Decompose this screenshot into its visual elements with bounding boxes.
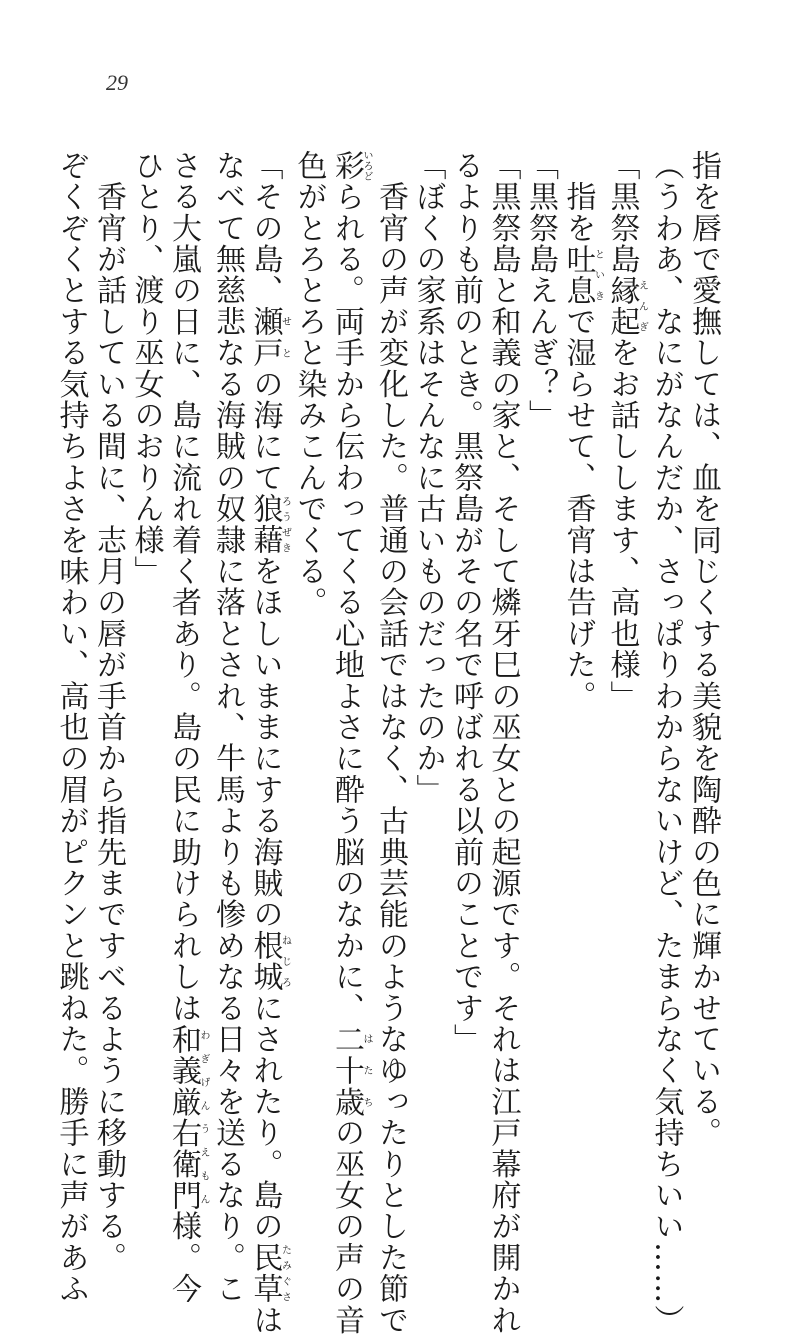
text-segment: 「黒祭島: [604, 150, 640, 275]
ruby-reading: といき: [592, 243, 604, 306]
text-segment: 「黒祭島と和義の家と、そして燐牙巳の巫女との起源です。それは江戸幕府が開かれ: [485, 150, 521, 1336]
ruby-reading: せと: [279, 306, 291, 369]
text-segment: なべて無慈悲なる海賊の奴隷に落とされ、牛馬よりも惨めなる日々を送るなり。こ: [210, 150, 245, 1305]
text-line: [165, 150, 209, 1305]
text-line: [559, 150, 603, 1110]
text-line: [484, 150, 522, 1336]
text-segment: 香宵の声が変化した。普通の会話ではなく、古典芸能のようなゆったりとした節で: [373, 150, 408, 1336]
ruby-reading: たみぐさ: [279, 1242, 291, 1305]
text-segment: をほしいままにする海賊の: [247, 555, 283, 931]
text-segment: の巫女の声の音: [329, 1117, 364, 1336]
ruby-annotation: 吐息といき: [560, 243, 604, 307]
text-line: [685, 150, 723, 1149]
text-segment: 色がとろとろと染みこんでくる。: [291, 150, 327, 618]
ruby-annotation: 彩いろど: [329, 150, 372, 182]
text-segment: るよりも前のとき。黒祭島がその名で呼ばれる以前のことです」: [448, 150, 483, 1055]
text-segment: ぞくぞくとする気持ちよさを味わい、高也の眉がピクンと跳ねた。勝手に声があふ: [53, 150, 89, 1305]
text-segment: 指を唇で愛撫しては、血を同じくする美貌を陶酔の色に輝かせている。: [686, 150, 721, 1149]
ruby-annotation: 二十歳はたち: [329, 1023, 372, 1118]
text-segment: （うわあ、なにがなんだか、さっぱりわからないけど、たまらなく気持ちいい……）: [648, 150, 684, 1336]
ruby-reading: えんぎ: [636, 274, 648, 338]
ruby-annotation: 根城ねじろ: [247, 930, 291, 993]
text-segment: ひとり、渡り巫女のおりん様」: [128, 150, 164, 587]
text-line: [90, 150, 128, 1274]
ruby-annotation: 民草たみぐさ: [247, 1242, 291, 1305]
text-line: [127, 150, 165, 1110]
text-line: [372, 150, 410, 1336]
ruby-reading: ねじろ: [279, 930, 291, 993]
text-segment: さる大嵐の日に、島に流れ着く者あり。島の民に助けられしは: [166, 150, 201, 1024]
text-line: [522, 150, 560, 1110]
text-line: [328, 150, 372, 1336]
text-segment: 「ぼくの家系はそんなに古いものだったのか」: [410, 150, 446, 806]
text-segment: 様。今: [166, 1210, 201, 1305]
text-segment: 香宵が話している間に、志月の唇が手首から指先まですべるように移動する。: [91, 150, 126, 1274]
page-number: 29: [106, 70, 128, 95]
text-line: [52, 150, 90, 1305]
text-segment: 「その島、: [247, 150, 283, 306]
text-segment: 「黒祭島えんぎ？」: [523, 150, 558, 431]
text-segment: の海にて: [247, 368, 283, 494]
ruby-annotation: 瀬戸せと: [247, 306, 291, 369]
body-text: [53, 150, 722, 1336]
text-segment: 指を: [560, 150, 596, 244]
text-line: [647, 150, 685, 1336]
ruby-reading: ろうぜき: [279, 493, 291, 556]
ruby-reading: はたち: [361, 1023, 372, 1118]
text-line: [447, 150, 485, 1110]
text-line: [246, 150, 291, 1336]
text-segment: は: [247, 1304, 283, 1336]
text-line: [409, 150, 447, 1110]
ruby-annotation: 和義厳右衛門わぎげんうえもん: [166, 1023, 209, 1211]
text-line: [209, 150, 247, 1305]
text-segment: をお話しします、高也様」: [604, 337, 640, 712]
text-segment: で湿らせて、香宵は告げた。: [560, 306, 596, 712]
ruby-reading: いろど: [361, 150, 372, 182]
text-segment: にされたり。島の: [247, 992, 283, 1243]
text-line: [290, 150, 328, 1110]
text-segment: られる。両手から伝わってくる心地よさに酔う脳のなかに、: [329, 181, 364, 1024]
text-line: [603, 150, 647, 1110]
ruby-annotation: 狼藉ろうぜき: [247, 493, 291, 556]
ruby-annotation: 縁起えんぎ: [604, 274, 648, 338]
ruby-reading: わぎげんうえもん: [198, 1023, 209, 1211]
